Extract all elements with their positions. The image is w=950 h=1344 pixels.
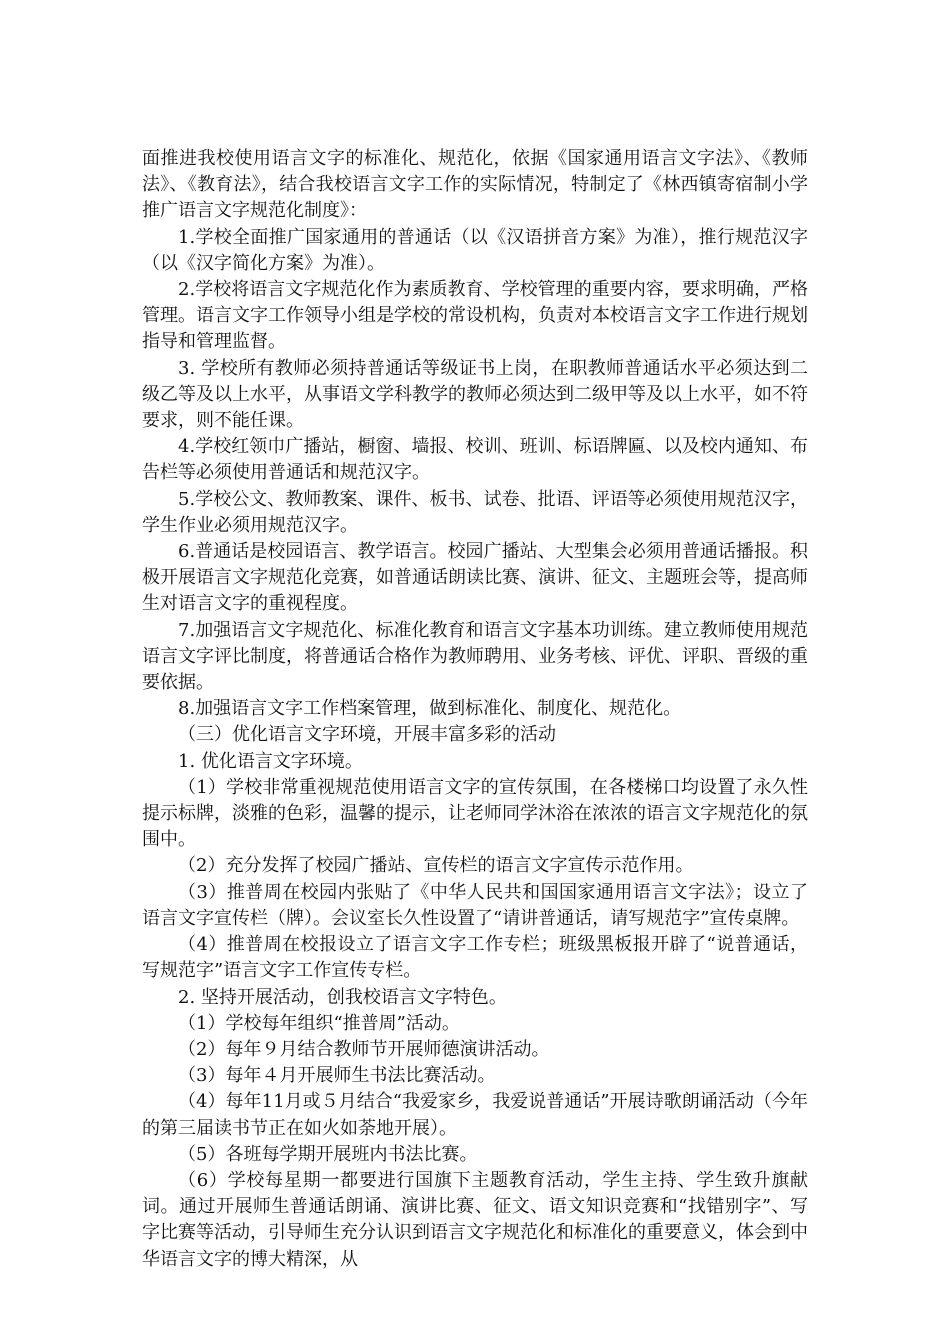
paragraph-rule-1: 1.学校全面推广国家通用的普通话（以《汉语拼音方案》为准），推行规范汉字（以《汉字简化方案》为准）。 (142, 226, 808, 274)
document-body (142, 146, 808, 1273)
subheading-activities: 2. 坚持开展活动，创我校语言文字特色。 (178, 986, 507, 1008)
subheading-environment: 1. 优化语言文字环境。 (178, 750, 363, 772)
paragraph-env-1: （1）学校非常重视规范使用语言文字的宣传氛围，在各楼梯口均设置了永久性提示标牌，淡雅的色彩，温馨的提示，让老师同学沐浴在浓浓的语言文字规范化的氛围中。 (142, 776, 808, 851)
paragraph-intro: 面推进我校使用语言文字的标准化、规范化，依据《国家通用语言文字法》、《教师法》、《教育法》，结合我校语言文字工作的实际情况，特制定了《林西镇寄宿制小学推广语言文字规范化制度》： (142, 148, 808, 222)
section-heading-3: （三）优化语言文字环境，开展丰富多彩的活动 (178, 724, 556, 746)
paragraph-rule-5: 5.学校公文、教师教案、课件、板书、试卷、批语、评语等必须使用规范汉字，学生作业必须用规范汉字。 (142, 488, 808, 536)
paragraph-activity-3: （3）每年４月开展师生书法比赛活动。 (178, 1065, 496, 1087)
paragraph-env-3: （3）推普周在校园内张贴了《中华人民共和国国家通用语言文字法》；设立了语言文字宣传栏（牌）。会议室长久性设置了“请讲普通话，请写规范字”宣传桌牌。 (142, 881, 808, 929)
paragraph-activity-2: （2）每年９月结合教师节开展师德演讲活动。 (178, 1038, 550, 1060)
paragraph-rule-7: 7.加强语言文字规范化、标准化教育和语言文字基本功训练。建立教师使用规范语言文字评比制度，将普通话合格作为教师聘用、业务考核、评优、评职、晋级的重要依据。 (142, 619, 808, 694)
paragraph-activity-1: （1）学校每年组织“推普周”活动。 (178, 1012, 460, 1034)
paragraph-rule-6: 6.普通话是校园语言、教学语言。校园广播站、大型集会必须用普通话播报。积极开展语言文字规范化竞赛，如普通话朗读比赛、演讲、征文、主题班会等，提高师生对语言文字的重视程度。 (142, 541, 808, 615)
paragraph-env-2: （2）充分发挥了校园广播站、宣传栏的语言文字宣传示范作用。 (178, 855, 694, 877)
paragraph-activity-6: （6）学校每星期一都要进行国旗下主题教育活动，学生主持、学生致升旗献词。通过开展师生普通话朗诵、演讲比赛、征文、语文知识竞赛和“找错别字”、写字比赛等活动，引导师生充分认识到语言文字规范化和标准化的重要意义，体会到中华语言文字的博大精深，从 (142, 1169, 808, 1270)
paragraph-rule-4: 4.学校红领巾广播站，橱窗、墙报、校训、班训、标语牌匾、以及校内通知、布告栏等必须使用普通话和规范汉字。 (142, 436, 808, 484)
paragraph-env-4: （4）推普周在校报设立了语言文字工作专栏；班级黑板报开辟了“说普通话，写规范字”语言文字工作宣传专栏。 (142, 934, 808, 982)
paragraph-rule-2: 2.学校将语言文字规范化作为素质教育、学校管理的重要内容，要求明确，严格管理。语言文字工作领导小组是学校的常设机构，负责对本校语言文字工作进行规划指导和管理监督。 (142, 279, 808, 353)
paragraph-activity-5: （5）各班每学期开展班内书法比赛。 (178, 1143, 478, 1165)
paragraph-rule-8: 8.加强语言文字工作档案管理，做到标准化、制度化、规范化。 (178, 698, 682, 720)
paragraph-rule-3: 3. 学校所有教师必须持普通话等级证书上岗，在职教师普通话水平必须达到二级乙等及以上水平，从事语文学科教学的教师必须达到二级甲等及以上水平，如不符要求，则不能任课。 (142, 357, 808, 432)
paragraph-activity-4: （4）每年11月或５月结合“我爱家乡，我爱说普通话”开展诗歌朗诵活动（今年的第三届读书节正在如火如荼地开展）。 (142, 1091, 808, 1139)
